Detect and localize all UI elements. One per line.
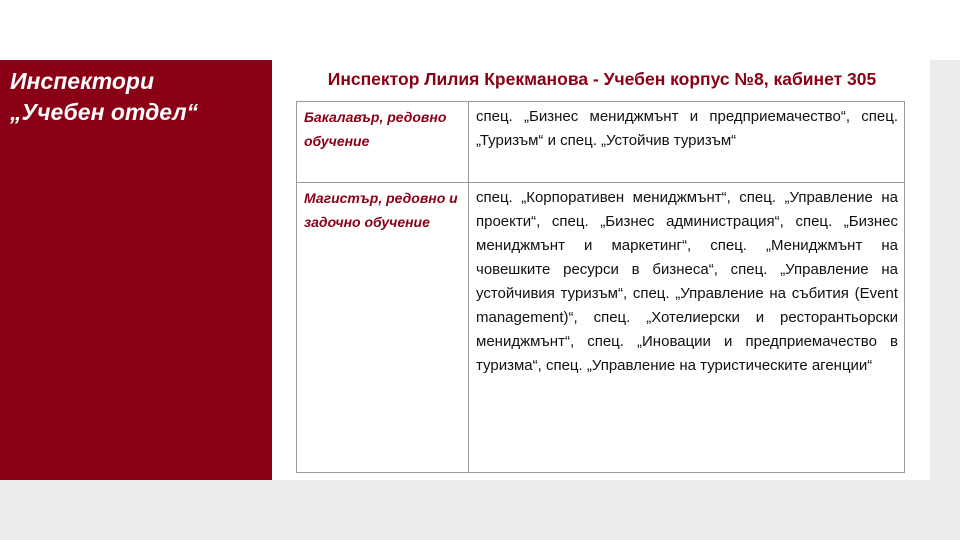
specialties-list: спец. „Бизнес мениджмънт и предприемачество“, спец. „Туризъм“ и спец. „Устойчив туризъм“ (469, 102, 905, 183)
specialties-table (296, 101, 905, 473)
table-row-master (297, 183, 905, 473)
page-heading: Инспектор Лилия Крекманова - Учебен корпус №8, кабинет 305 (327, 69, 877, 89)
degree-label: Магистър, редовно и задочно обучение (297, 183, 469, 473)
sidebar-title-line2: „Учебен отдел“ (10, 99, 199, 125)
sidebar-title-line1: Инспектори (10, 68, 155, 94)
table-row-bachelor (297, 102, 905, 183)
specialties-list: спец. „Корпоративен мениджмънт“, спец. „Управление на проекти“, спец. „Бизнес администрация“, спец. „Бизнес мениджмънт и маркетинг“, спец. „Мениджмънт на човешките ресурси в бизнеса“, спец. „Управление на устойчивия туризъм“, спец. „Управление на събития (Event management)“, спец. „Хотелиерски и ресторантьорски мениджмънт“, спец. „Иновации и предприемачество в туризма“, спец. „Управление на туристическите агенции“ (469, 183, 905, 473)
sidebar-title (10, 66, 198, 128)
sidebar-panel (0, 60, 272, 480)
degree-label: Бакалавър, редовно обучение (297, 102, 469, 183)
bottom-area (0, 480, 960, 540)
